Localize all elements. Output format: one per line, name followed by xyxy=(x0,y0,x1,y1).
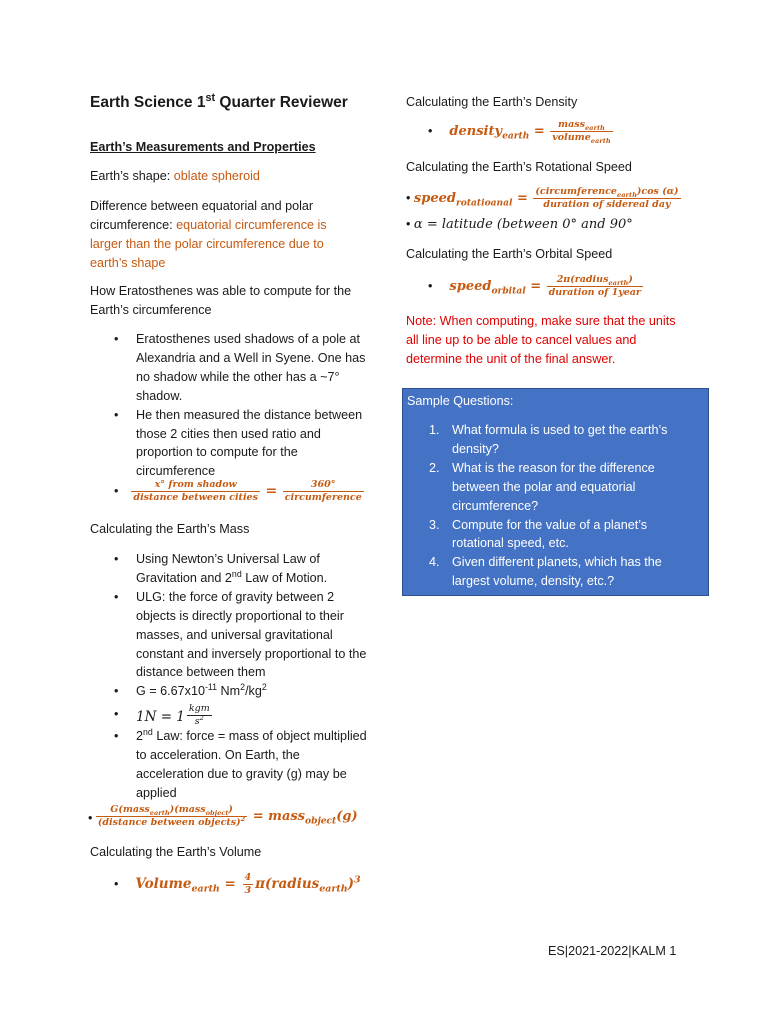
list-item: 1. What formula is used to get the earth’s density? xyxy=(429,423,668,456)
list-item: 3. Compute for the value of a planet’s rotational speed, etc. xyxy=(429,517,648,551)
section-heading: Earth’s Measurements and Properties xyxy=(90,140,316,154)
list-item: 2. What is the reason for the difference between the polar and equatorial circumference? xyxy=(429,460,655,513)
bullet-icon: • xyxy=(114,707,119,722)
volume-formula: • Volume$_{earth}$ = $\frac{4}{3}$ π(radius$_{earth}$)$^3$ xyxy=(114,872,361,896)
orbital-formula: • speed$_{orbital}$ = $\frac{2\pi(radius_{earth})}{\text{duration of 1year}}$ xyxy=(428,274,641,298)
bullet-icon: • xyxy=(114,589,119,604)
density-heading: Calculating the Earth’s Density xyxy=(406,95,578,109)
alpha-definition: • α = latitude (between 0° and 90° xyxy=(406,217,633,232)
page-title: Earth Science 1st Quarter Reviewer xyxy=(90,91,348,111)
list-item: • He then measured the distance between those 2 cities then used ratio and proportion to compute for the circumference xyxy=(114,407,363,479)
bullet-icon: • xyxy=(114,729,119,744)
earth-shape: Earth’s shape: oblate spheroid xyxy=(90,169,260,183)
mass-bullets xyxy=(90,550,370,803)
bullet-icon: • xyxy=(114,684,119,699)
bullet-icon: • xyxy=(428,123,433,138)
bullet-icon: • xyxy=(88,810,93,825)
list-item: 4. Given different planets, which has the largest volume, density, etc.? xyxy=(429,555,662,589)
bullet-icon: • xyxy=(114,483,119,498)
density-formula: • density$_{earth}$ = $\frac{mass_{earth}}{volume_{earth}}$ xyxy=(428,119,611,145)
bullet-icon: • xyxy=(406,217,411,231)
mass-heading: Calculating the Earth’s Mass xyxy=(90,522,250,536)
sample-questions-list xyxy=(403,421,708,591)
sample-questions-heading: Sample Questions: xyxy=(407,394,514,408)
computing-note: Note: When computing, make sure that the units all line up to be able to cancel values and determine the unit of the final answer. xyxy=(406,314,676,366)
orbital-heading: Calculating the Earth’s Orbital Speed xyxy=(406,247,613,261)
bullet-icon: • xyxy=(428,278,433,293)
list-item: • Using Newton’s Universal Law of Gravitation and 2nd Law of Motion. xyxy=(114,552,328,585)
bullet-icon: • xyxy=(114,332,119,346)
bullet-icon: • xyxy=(114,407,119,422)
list-item: • $G = 6.67x10^{-11}$ $Nm^2/kg^2$ xyxy=(90,682,370,701)
eratosthenes-bullets xyxy=(90,330,370,481)
list-item: • Eratosthenes used shadows of a pole at Alexandria and a Well in Syene. One has no shadow while the other has a ~7° shadow. xyxy=(114,332,366,403)
bullet-icon: • xyxy=(114,552,119,566)
rotational-formula: • speed$_{rotatioanal}$ = $\frac{(circumference_{earth})\cos (\alpha)}{\text{duration of sidereal day}}$ xyxy=(406,186,679,210)
sample-questions-box xyxy=(402,388,709,596)
list-item: • 2nd Law: force = mass of object multiplied to acceleration. On Earth, the acceleration due to gravity (g) may be applied xyxy=(114,727,367,800)
bullet-icon: • xyxy=(406,190,411,205)
list-item: • 1N = 1 $\frac{\text{kgm}}{s^2}$ xyxy=(114,703,210,728)
list-item: • ULG: the force of gravity between 2 objects is directly proportional to their masses, and universal gravitational constant and inversely proportional to the distance between them xyxy=(114,589,367,680)
eratosthenes-intro: How Eratosthenes was able to compute for the Earth’s circumference xyxy=(90,284,352,317)
volume-heading: Calculating the Earth’s Volume xyxy=(90,845,262,859)
mass-formula: • $\frac{G(mass_{earth})(mass_{object})}{(distance between objects)^2}$ = mass$_{object}$(g) xyxy=(88,804,358,828)
rotational-heading: Calculating the Earth’s Rotational Speed xyxy=(406,160,632,174)
circumference-difference: Difference between equatorial and polar circumference: equatorial circumference is larger than the polar circumference due to earth’s shape xyxy=(90,199,327,270)
eratosthenes-formula: • $\frac{\text{x° from shadow}}{\text{distance between cities}}$ = $\frac{360^\circ}{\text{circumference}}$ xyxy=(114,479,362,503)
page-footer: ES|2021-2022|KALM 1 xyxy=(548,944,677,958)
bullet-icon: • xyxy=(114,876,119,891)
